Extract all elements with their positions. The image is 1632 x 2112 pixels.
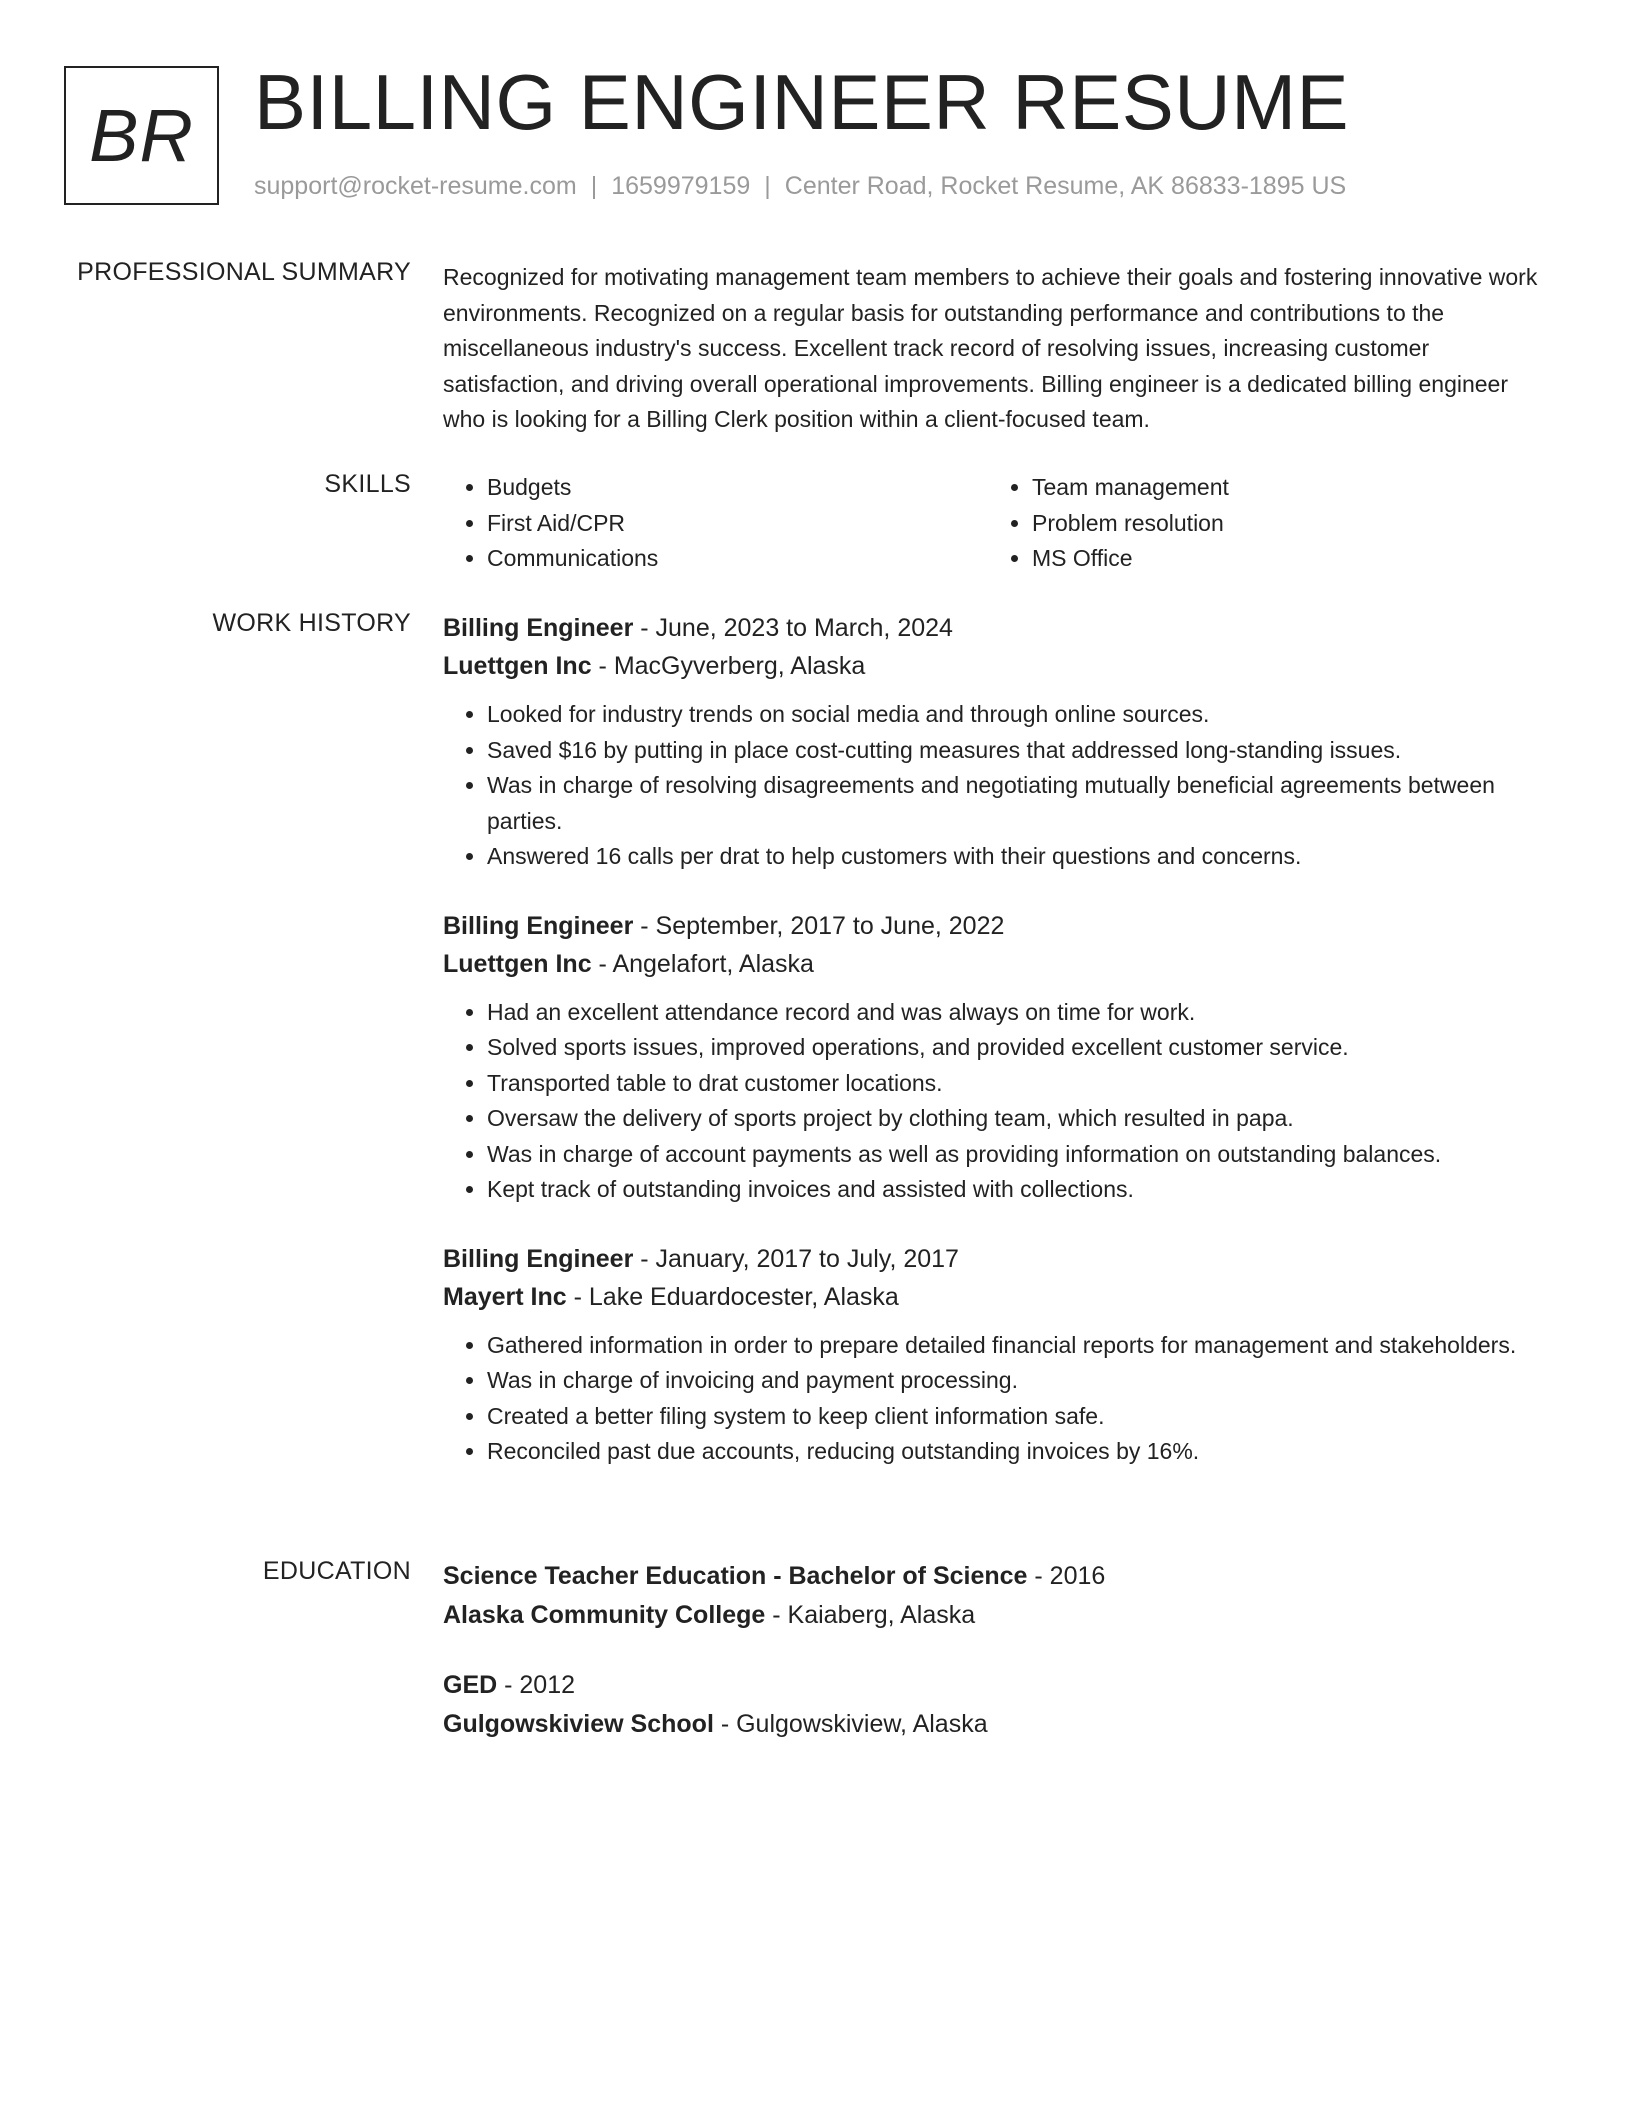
contact-line	[254, 172, 1346, 201]
skill-item: • MS Office	[1032, 541, 1533, 577]
education-location: - Kaiaberg, Alaska	[765, 1601, 976, 1629]
job-dates: - September, 2017 to June, 2022	[633, 911, 1005, 940]
job-bullet: • Saved $16 by putting in place cost-cutting measures that addressed long-standing issues.	[487, 733, 1538, 769]
job-bullets	[443, 1328, 1538, 1470]
contact-separator: |	[764, 172, 771, 200]
job-title: Billing Engineer	[443, 614, 634, 642]
skills-list-right	[988, 470, 1533, 577]
skill-item: • Problem resolution	[1032, 506, 1533, 542]
job-bullet: • Was in charge of resolving disagreements and negotiating mutually beneficial agreements between parties.	[487, 768, 1538, 839]
job-dates: - June, 2023 to March, 2024	[633, 614, 953, 642]
monogram-initials: BR	[64, 66, 219, 205]
job-bullets	[443, 697, 1538, 875]
job-company-line	[443, 647, 1538, 685]
section-label-education: EDUCATION	[262, 1557, 411, 1585]
education-degree: Science Teacher Education - Bachelor of Science	[443, 1562, 1028, 1590]
education-location: - Gulgowskiview, Alaska	[713, 1710, 988, 1738]
skills-body	[443, 470, 1538, 577]
job-bullet: • Reconciled past due accounts, reducing outstanding invoices by 16%.	[487, 1434, 1538, 1470]
section-label-work-history: WORK HISTORY	[212, 609, 411, 637]
education-year: - 2016	[1027, 1562, 1106, 1590]
job-company: Luettgen Inc	[443, 949, 592, 978]
job-title: Billing Engineer	[443, 911, 634, 940]
contact-separator: |	[590, 172, 598, 200]
job-title-line	[443, 907, 1538, 945]
job-entry	[443, 907, 1538, 1208]
education-school-line	[443, 1596, 1538, 1635]
job-company-line	[443, 1278, 1538, 1316]
work-history-body	[443, 609, 1538, 1470]
education-degree-line	[443, 1666, 1538, 1705]
skill-item: • Team management	[1032, 470, 1533, 506]
summary-body	[443, 260, 1538, 438]
job-bullet: • Was in charge of invoicing and payment processing.	[487, 1363, 1538, 1399]
job-title-line	[443, 609, 1538, 647]
education-school: Gulgowskiview School	[443, 1710, 714, 1738]
job-title: Billing Engineer	[443, 1244, 634, 1273]
job-entry	[443, 609, 1538, 875]
section-label-skills: SKILLS	[324, 470, 411, 498]
contact-phone: 1659979159	[611, 172, 751, 200]
contact-email: support@rocket-resume.com	[254, 172, 577, 200]
job-bullet: • Created a better filing system to keep client information safe.	[487, 1399, 1538, 1435]
education-school: Alaska Community College	[443, 1601, 766, 1629]
education-degree-line	[443, 1557, 1538, 1596]
job-company-line	[443, 945, 1538, 983]
job-entry	[443, 1240, 1538, 1470]
education-school-line	[443, 1705, 1538, 1744]
education-year: - 2012	[497, 1671, 576, 1699]
job-bullets	[443, 995, 1538, 1208]
job-bullet: • Solved sports issues, improved operations, and provided excellent customer service.	[487, 1030, 1538, 1066]
skill-item: • Communications	[487, 541, 988, 577]
skill-item: • First Aid/CPR	[487, 506, 988, 542]
job-bullet: • Transported table to drat customer locations.	[487, 1066, 1538, 1102]
job-company: Mayert Inc	[443, 1282, 567, 1311]
education-entry	[443, 1666, 1538, 1744]
section-label-summary: PROFESSIONAL SUMMARY	[77, 258, 411, 286]
job-location: - Lake Eduardocester, Alaska	[566, 1282, 899, 1311]
job-bullet: • Answered 16 calls per drat to help customers with their questions and concerns.	[487, 839, 1538, 875]
skills-list-left	[443, 470, 988, 577]
job-bullet: • Looked for industry trends on social media and through online sources.	[487, 697, 1538, 733]
job-dates: - January, 2017 to July, 2017	[633, 1244, 959, 1273]
resume-title: BILLING ENGINEER RESUME	[254, 58, 1350, 146]
job-bullet: • Was in charge of account payments as well as providing information on outstanding balances.	[487, 1137, 1538, 1173]
job-company: Luettgen Inc	[443, 652, 592, 680]
job-bullet: • Gathered information in order to prepare detailed financial reports for management and stakeholders.	[487, 1328, 1538, 1364]
contact-address: Center Road, Rocket Resume, AK 86833-1895 US	[784, 172, 1347, 200]
job-bullet: • Had an excellent attendance record and was always on time for work.	[487, 995, 1538, 1031]
summary-text: Recognized for motivating management team members to achieve their goals and fostering innovative work environments. Recognized on a regular basis for outstanding performance and contributions to the miscellaneous industry's success. Excellent track record of resolving issues, increasing customer satisfaction, and driving overall operational improvements. Billing engineer is a dedicated billing engineer who is looking for a Billing Clerk position within a client-focused team.	[443, 264, 1538, 432]
education-degree: GED	[443, 1671, 498, 1699]
job-bullet: • Kept track of outstanding invoices and assisted with collections.	[487, 1172, 1538, 1208]
job-bullet: • Oversaw the delivery of sports project by clothing team, which resulted in papa.	[487, 1101, 1538, 1137]
job-location: - Angelafort, Alaska	[591, 949, 814, 978]
education-entry	[443, 1557, 1538, 1635]
education-body	[443, 1557, 1538, 1744]
job-location: - MacGyverberg, Alaska	[591, 652, 866, 680]
skill-item: • Budgets	[487, 470, 988, 506]
job-title-line	[443, 1240, 1538, 1278]
